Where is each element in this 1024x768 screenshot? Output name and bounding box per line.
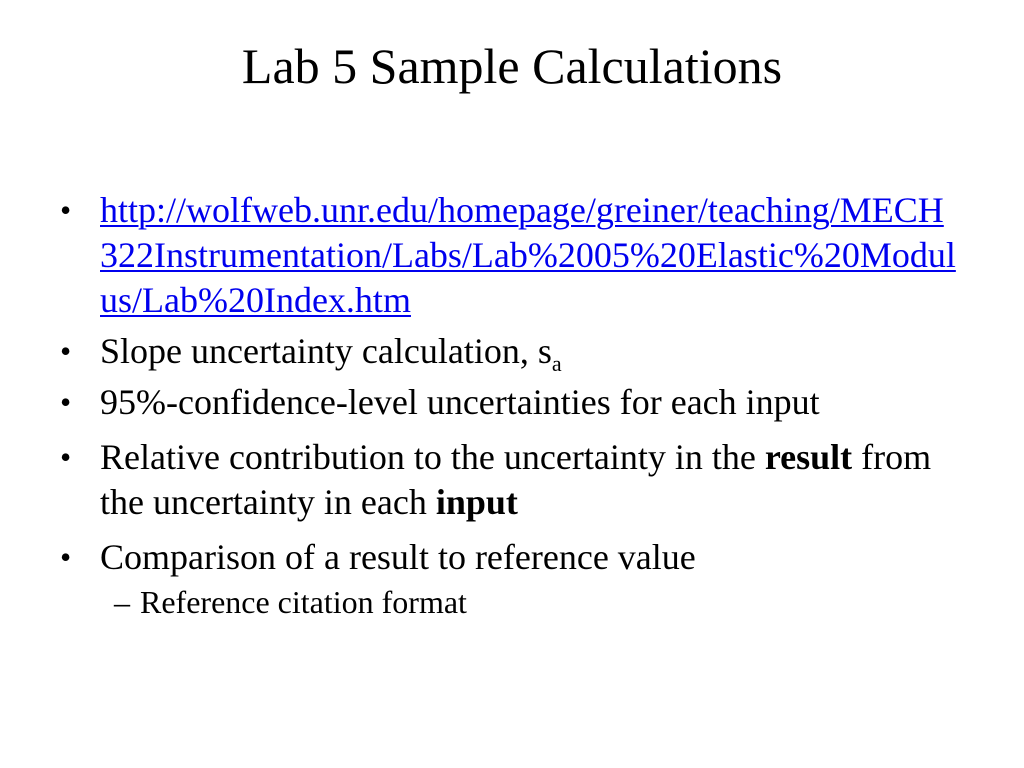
bullet-text: Slope uncertainty calculation, s <box>100 331 552 371</box>
bullet-item-link <box>58 188 958 323</box>
bullet-list <box>58 188 958 622</box>
sub-bullet-item <box>102 582 958 622</box>
bold-result: result <box>764 437 853 477</box>
bold-input: input <box>435 482 518 522</box>
dash-icon: – <box>114 584 130 620</box>
bullet-item-comparison <box>58 535 958 622</box>
bullet-text: 95%-confidence-level uncertainties for each input <box>100 382 820 422</box>
lab-index-link[interactable]: http://wolfweb.unr.edu/homepage/greiner/teaching/MECH322Instrumentation/Labs/Lab%2005%20Elastic%20Modulus/Lab%20Index.htm <box>100 190 956 320</box>
bullet-icon: • <box>60 192 72 228</box>
bullet-item-slope <box>58 329 958 374</box>
slide-title: Lab 5 Sample Calculations <box>241 38 783 94</box>
bullet-icon: • <box>60 333 72 369</box>
bullet-icon: • <box>60 539 72 575</box>
bullet-item-confidence <box>58 380 958 425</box>
bullet-text: Relative contribution to the uncertainty in the <box>100 437 765 477</box>
bullet-icon: • <box>60 384 72 420</box>
sub-bullet-list <box>100 582 958 622</box>
bullet-item-relative <box>58 435 958 525</box>
bullet-text: Comparison of a result to reference value <box>100 537 696 577</box>
bullet-text: from the uncertainty in each <box>100 437 932 522</box>
subscript-text: a <box>551 351 562 376</box>
sub-bullet-text: Reference citation format <box>140 584 467 620</box>
bullet-icon: • <box>60 439 72 475</box>
